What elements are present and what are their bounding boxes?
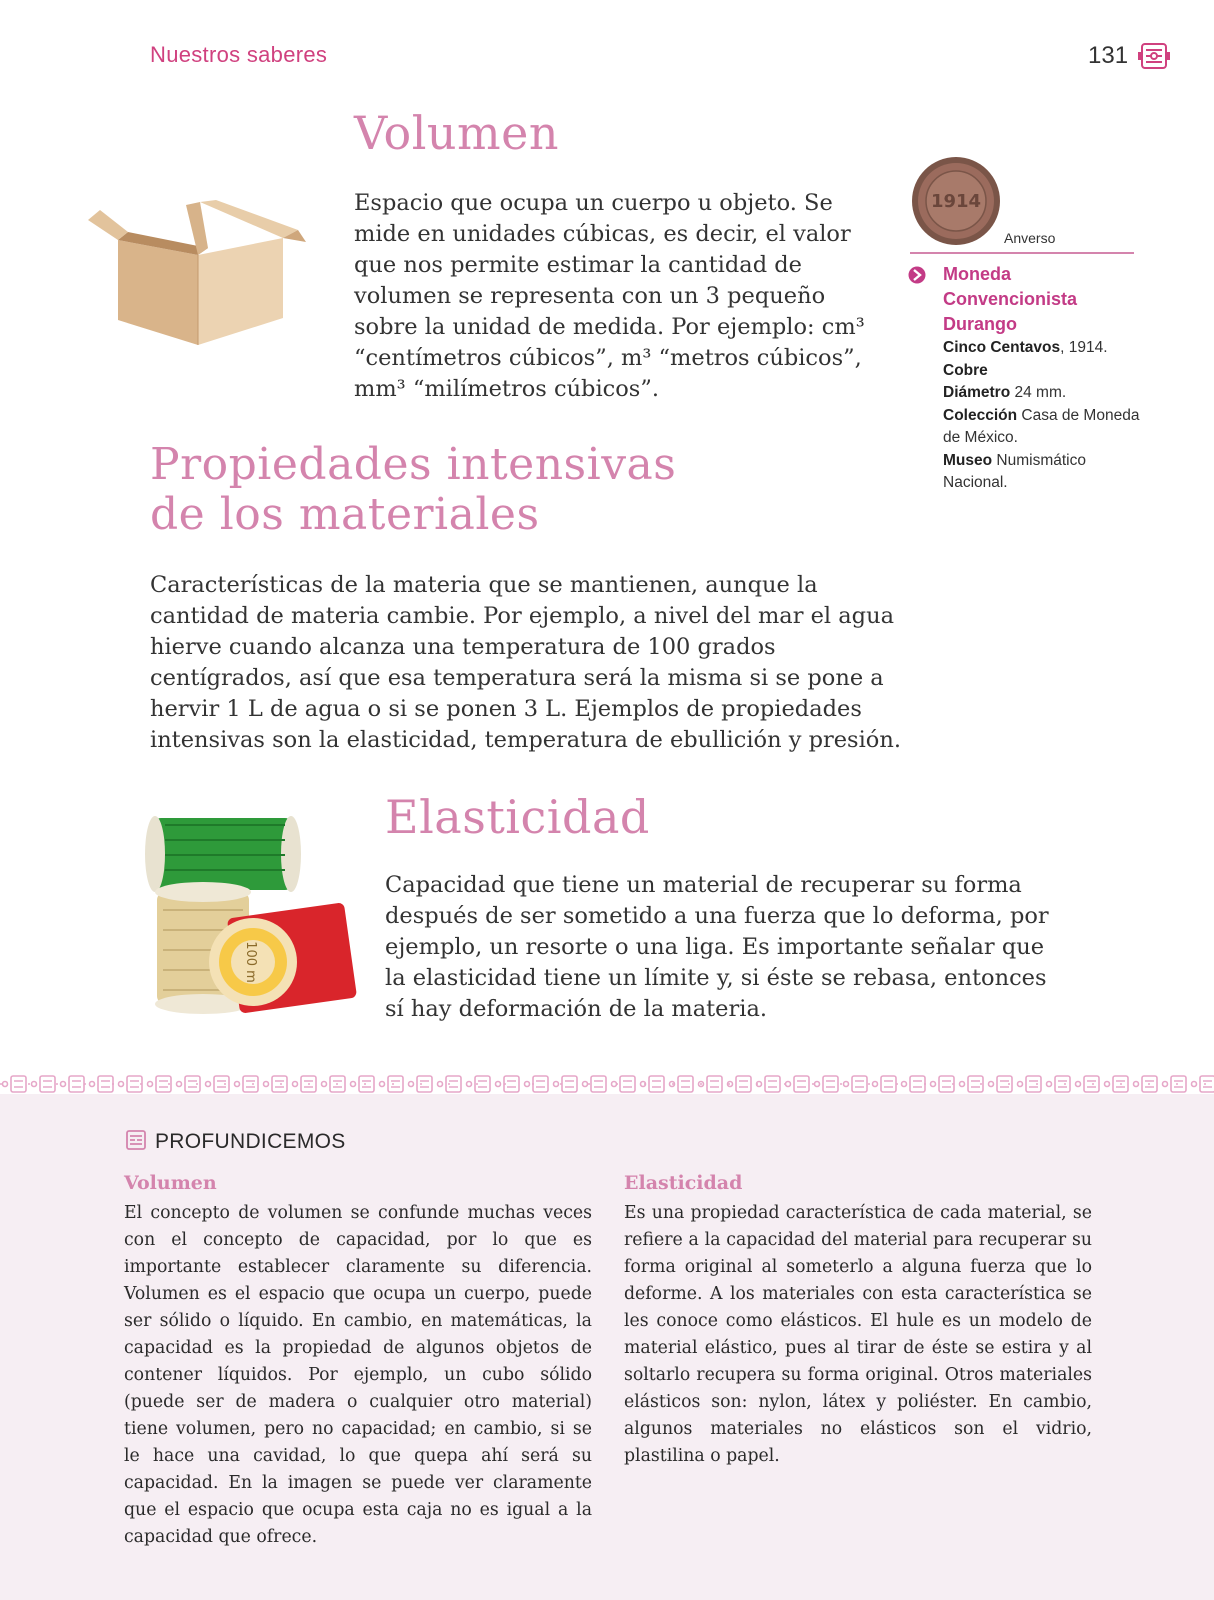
elasticidad-title: Elasticidad bbox=[385, 790, 650, 844]
spool-label: 100 m bbox=[243, 941, 258, 983]
coin-caption: Anverso bbox=[1004, 230, 1056, 246]
coin-divider bbox=[910, 252, 1134, 254]
running-header: Nuestros saberes bbox=[150, 42, 328, 67]
coin-denomination: Cinco Centavos, 1914. bbox=[943, 339, 1108, 356]
coin-metal: Cobre bbox=[943, 361, 988, 379]
profundicemos-elasticidad-heading: Elasticidad bbox=[624, 1172, 743, 1194]
propiedades-title bbox=[150, 440, 676, 540]
volumen-definition: Espacio que ocupa un cuerpo u objeto. Se mide en unidades cúbicas, es decir, el valor que nos permite estimar la cantidad de volumen se representa con un 3 pequeño sobre la unidad de medida. Por ejemplo: cm³ “centímetros cúbicos”, m³ “metros cúbicos”, mm³ “milímetros cúbicos”. bbox=[354, 190, 865, 402]
coin-diameter: Diámetro 24 mm. bbox=[943, 384, 1067, 401]
coin-info bbox=[943, 262, 1143, 495]
decorative-border bbox=[0, 1072, 1214, 1096]
coin-engraving: 1914 bbox=[930, 191, 982, 212]
propiedades-title-line1: Propiedades intensivas bbox=[150, 439, 677, 490]
glyph-ornament-icon bbox=[1136, 38, 1172, 74]
glyph-ornament-icon bbox=[124, 1128, 148, 1152]
thread-spools-image bbox=[145, 810, 367, 1020]
cardboard-box-image bbox=[88, 200, 308, 350]
profundicemos-volumen-text: El concepto de volumen se confunde muchas veces con el concepto de capacidad, por lo que es importante establecer claramente su diferencia. Volumen es el espacio que ocupa un cuerpo, puede ser sólido o líquido. En cambio, en matemáticas, la capacidad es la propiedad de algunos objetos de contener líquidos. Por ejemplo, un cubo sólido (puede ser de madera o cualquier otro material) tiene volumen, pero no capacidad; en cambio, si se le hace una cavidad, lo que quepa ahí será su capacidad. En la imagen se puede ver claramente que el espacio que ocupa esta caja no es igual a la capacidad que ofrece. bbox=[124, 1203, 592, 1547]
profundicemos-elasticidad-text: Es una propiedad característica de cada material, se refiere a la capacidad del material para recuperar su forma original al someterlo a alguna fuerza que lo deforme. A los materiales con esta característica se les conoce como elásticos. El hule es un modelo de material elástico, pues al tirar de éste se estira y al soltarlo recupera su forma original. Otros materiales elásticos son: nylon, látex y poliéster. En cambio, algunos materiales no elásticos son el vidrio, plastilina o papel. bbox=[624, 1203, 1092, 1466]
page-number: 131 bbox=[1088, 42, 1129, 69]
propiedades-definition: Características de la materia que se mantienen, aunque la cantidad de materia cambie. Por ejemplo, a nivel del mar el agua hierve cuando alcanza una temperatura de 100 grados centígrados, así que esa temperatura será la misma si se pone a hervir 1 L de agua o si se ponen 3 L. Ejemplos de propiedades intensivas son la elasticidad, temperatura de ebullición y presión. bbox=[150, 572, 901, 753]
profundicemos-volumen-heading: Volumen bbox=[124, 1172, 217, 1194]
profundicemos-title: PROFUNDICEMOS bbox=[155, 1130, 346, 1153]
elasticidad-definition: Capacidad que tiene un material de recuperar su forma después de ser sometido a una fuerza que lo deforma, por ejemplo, un resorte o una liga. Es importante señalar que la elasticidad tiene un límite y, si éste se rebasa, entonces sí hay deformación de la materia. bbox=[385, 872, 1049, 1022]
coin-image bbox=[910, 155, 1002, 247]
chevron-right-icon bbox=[908, 266, 926, 284]
coin-collection: Colección Casa de Moneda de México. bbox=[943, 406, 1140, 446]
propiedades-title-line2: de los materiales bbox=[150, 489, 540, 540]
coin-name-line1: Moneda bbox=[943, 264, 1012, 284]
volumen-title: Volumen bbox=[354, 106, 559, 160]
coin-name-line3: Durango bbox=[943, 314, 1017, 334]
coin-museum: Museo Numismático Nacional. bbox=[943, 451, 1086, 491]
coin-name-line2: Convencionista bbox=[943, 289, 1078, 309]
